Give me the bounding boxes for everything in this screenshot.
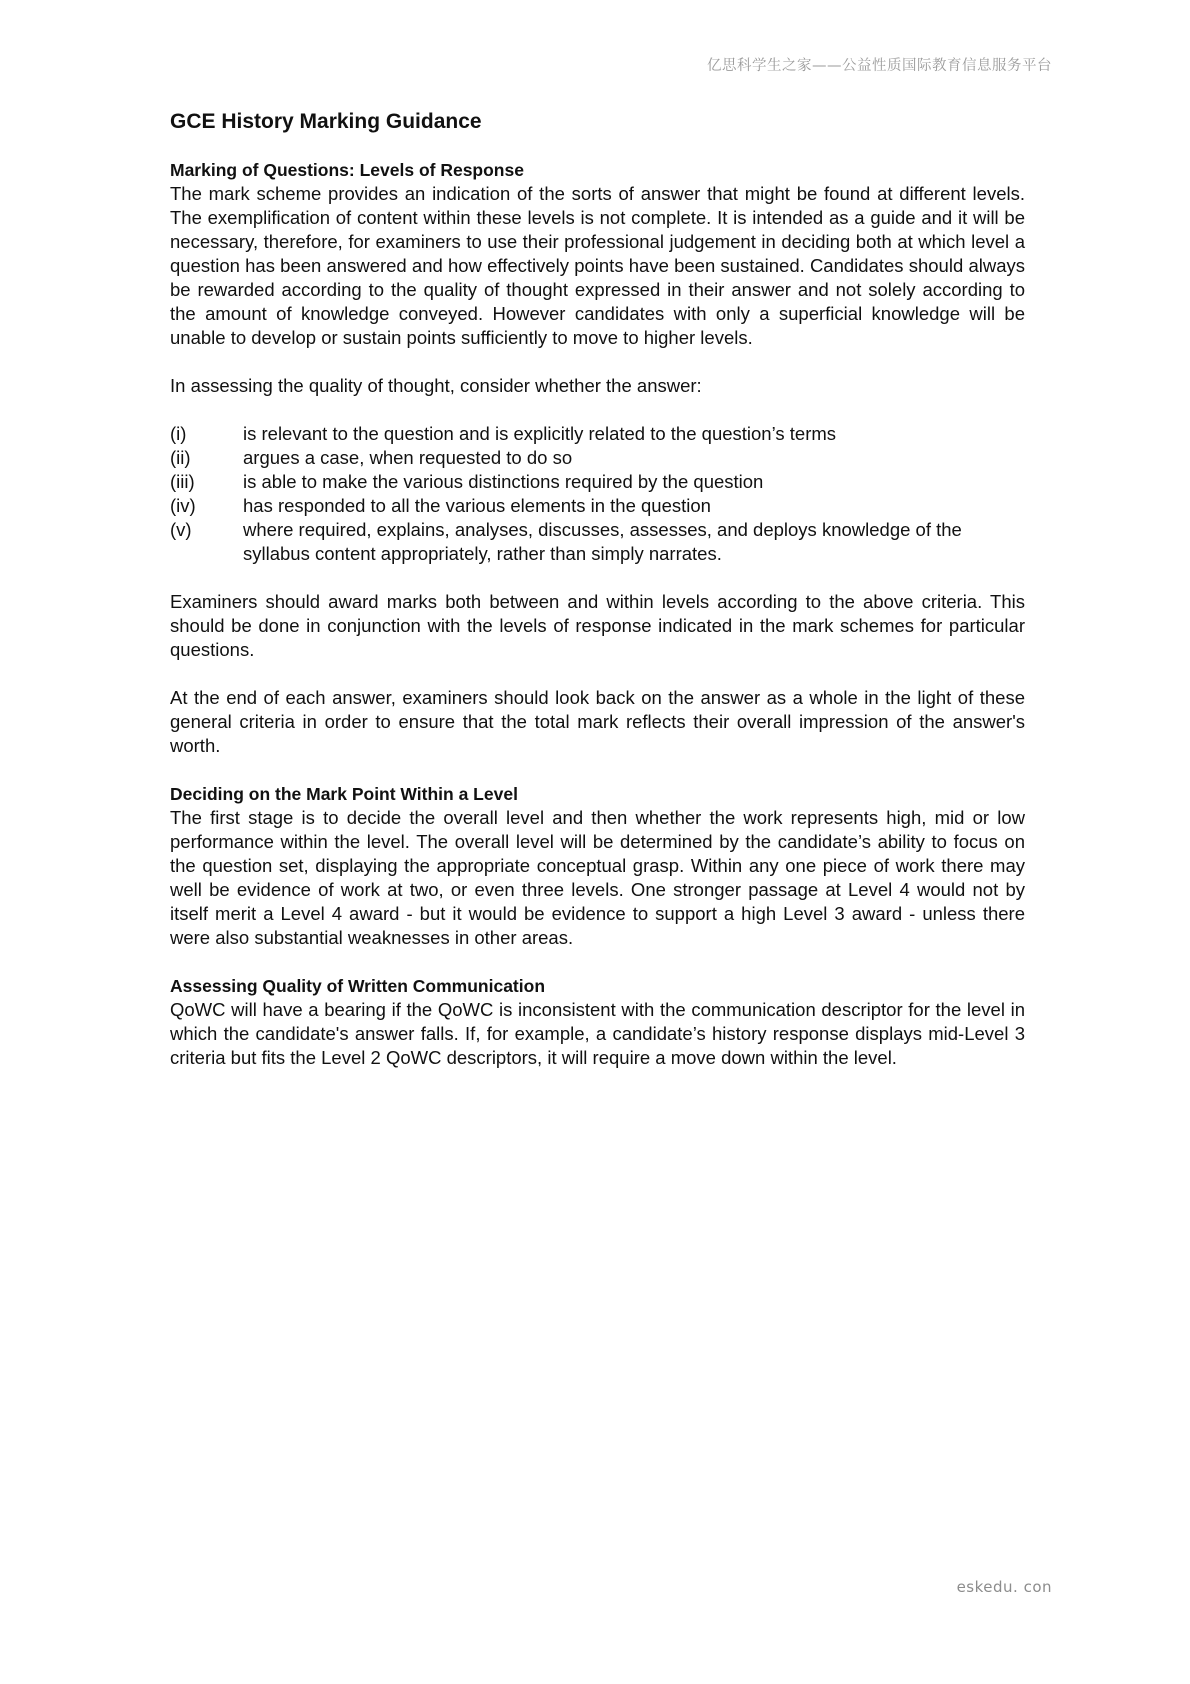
paragraph-mark-point: The first stage is to decide the overall level and then whether the work represents high, mid or low performance within the level. The overall level will be determined by the candidate’s ability to focus on the question set, displaying the appropriate conceptual grasp. Within any one piece of work there may well be evidence of work at two, or even three levels. One stronger passage at Level 4 would not by itself merit a Level 4 award - but it would be evidence to support a high Level 3 award - unless there were also substantial weaknesses in other areas. [170, 807, 1025, 948]
section-heading-levels-of-response: Marking of Questions: Levels of Response [170, 160, 524, 180]
criteria-text: is able to make the various distinctions required by the question [243, 471, 764, 492]
criteria-item [170, 470, 1025, 494]
paragraph-end-of-answer: At the end of each answer, examiners should look back on the answer as a whole in the light of these general criteria in order to ensure that the total mark reflects their overall impression of the answer's worth. [170, 687, 1025, 756]
paragraph-mark-scheme-intro: The mark scheme provides an indication of the sorts of answer that might be found at different levels. The exemplification of content within these levels is not complete. It is intended as a guide and it will be necessary, therefore, for examiners to use their professional judgement in deciding both at which level a question has been answered and how effectively points have been sustained. Candidates should always be rewarded according to the quality of thought expressed in their answer and not solely according to the amount of knowledge conveyed. However candidates with only a superficial knowledge will be unable to develop or sustain points sufficiently to move to higher levels. [170, 183, 1025, 348]
criteria-item [170, 494, 1025, 518]
criteria-number: (ii) [170, 447, 191, 468]
criteria-item [170, 518, 1025, 566]
criteria-item [170, 446, 1025, 470]
criteria-number: (iii) [170, 471, 195, 492]
criteria-number: (i) [170, 423, 187, 444]
header-watermark: 亿思科学生之家——公益性质国际教育信息服务平台 [707, 58, 1052, 74]
document-title: GCE History Marking Guidance [170, 110, 482, 133]
criteria-text: where required, explains, analyses, discusses, assesses, and deploys knowledge of the syllabus content appropriately, rather than simply narrates. [243, 519, 962, 564]
criteria-number: (v) [170, 519, 192, 540]
criteria-item [170, 422, 1025, 446]
criteria-list [170, 422, 1025, 566]
paragraph-qowc: QoWC will have a bearing if the QoWC is inconsistent with the communication descriptor for the level in which the candidate's answer falls. If, for example, a candidate’s history response displays mid-Level 3 criteria but fits the Level 2 QoWC descriptors, it will require a move down within the level. [170, 999, 1025, 1068]
document-body [170, 108, 1025, 1070]
paragraph-award-marks: Examiners should award marks both between and within levels according to the above criteria. This should be done in conjunction with the levels of response indicated in the mark schemes for particular questions. [170, 591, 1025, 660]
paragraph-quality-of-thought: In assessing the quality of thought, consider whether the answer: [170, 375, 702, 396]
criteria-text: argues a case, when requested to do so [243, 447, 573, 468]
section-heading-qowc: Assessing Quality of Written Communication [170, 976, 546, 996]
criteria-number: (iv) [170, 495, 196, 516]
criteria-text: is relevant to the question and is explicitly related to the question’s terms [243, 423, 837, 444]
section-heading-mark-point: Deciding on the Mark Point Within a Level [170, 784, 518, 804]
footer-watermark: eskedu. con [956, 1578, 1052, 1596]
criteria-text: has responded to all the various elements in the question [243, 495, 711, 516]
